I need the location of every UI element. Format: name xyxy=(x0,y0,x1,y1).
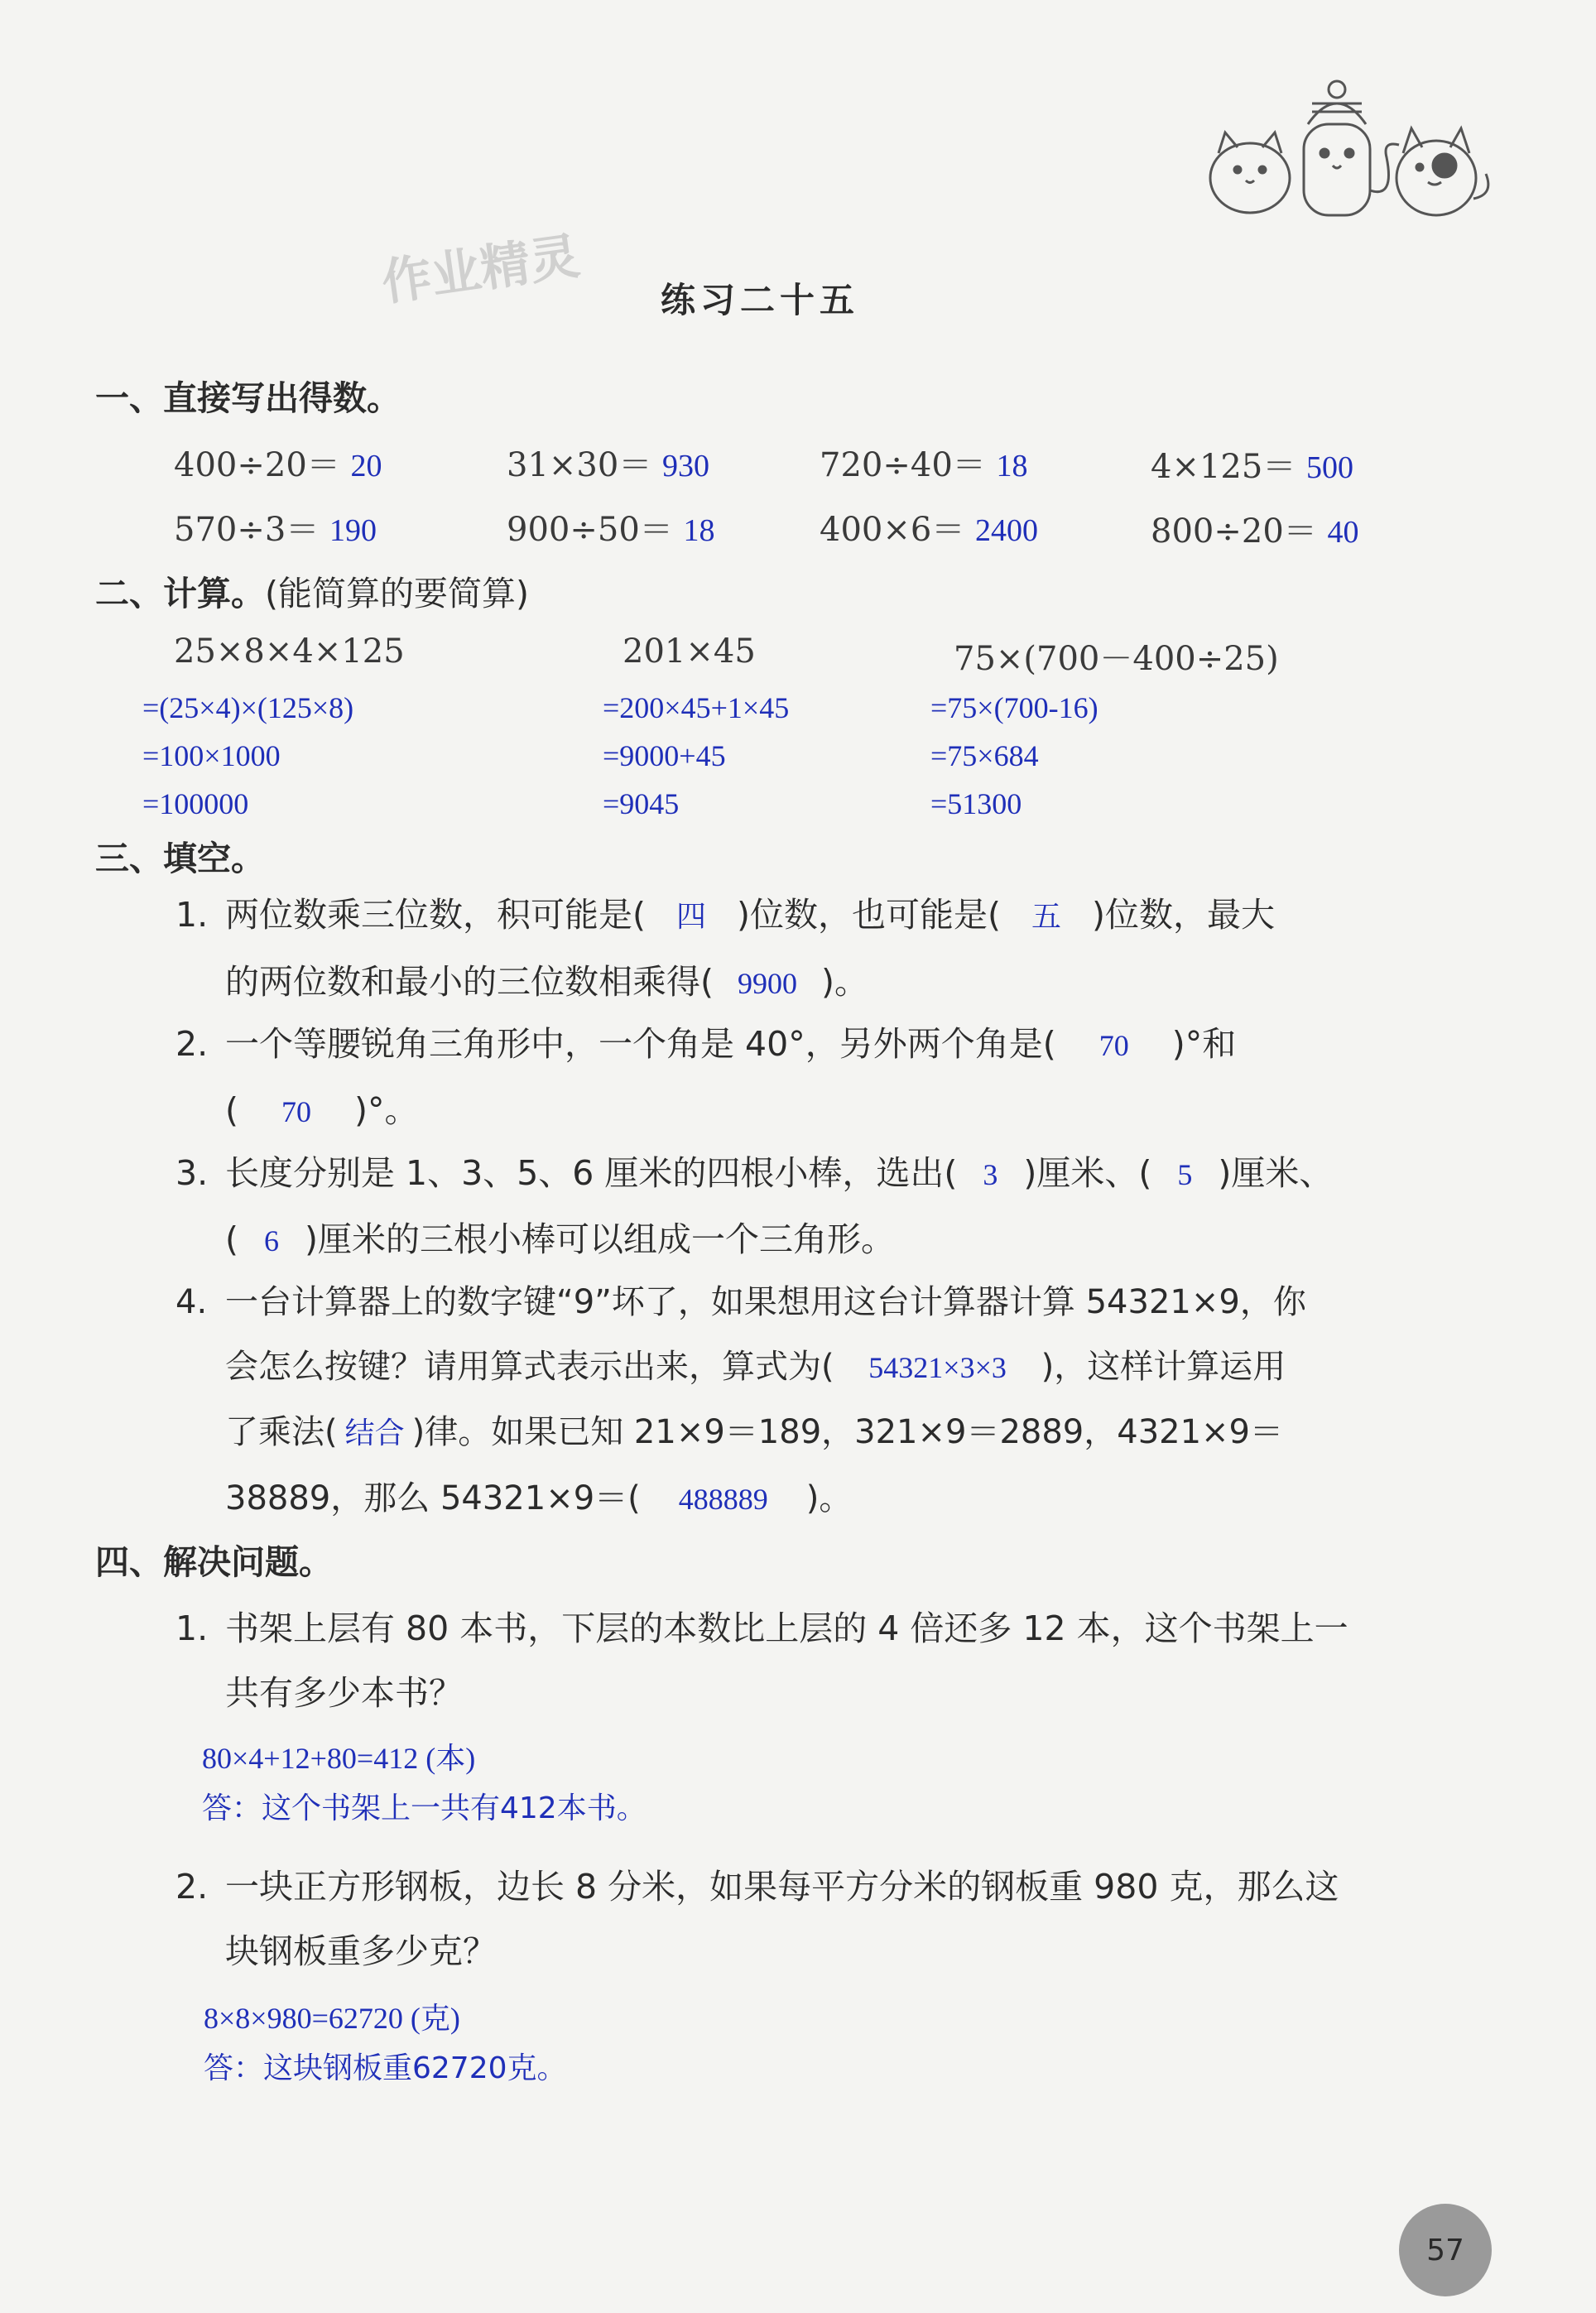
calc-2-step-1: =200×45+1×45 xyxy=(603,691,790,724)
item-number: 3. xyxy=(175,1153,209,1193)
oral-q2: 31×30＝ 930 xyxy=(507,446,710,484)
item-number: 2. xyxy=(175,1024,209,1064)
fill-answer: 6 xyxy=(264,1224,279,1257)
item-number: 4. xyxy=(175,1283,208,1321)
calc-1-step-2: =100×1000 xyxy=(142,739,281,772)
oral-q6: 900÷50＝ 18 xyxy=(507,511,715,549)
calc-3-step-3: =51300 xyxy=(930,787,1022,820)
calc-problem-1: 25×8×4×125 xyxy=(174,632,405,671)
oral-q5: 570÷3＝ 190 xyxy=(174,511,377,549)
fill-item-4: 4. 一台计算器上的数字键“9”坏了，如果想用这台计算器计算 54321×9，你 会怎么按键？请用算式表示出来，算式为( 54321×3×3 )，这样计算运用 了乘法( 结合 )律。如果已知 21×9＝189，321×9＝2889，4321×9＝ 38889，那么 54321×9＝( 488889 )。 xyxy=(225,1270,1574,1532)
fill-answer: 70 xyxy=(1098,1029,1129,1062)
fill-item-1: 1. 两位数乘三位数，积可能是( 四 )位数，也可能是( 五 )位数，最大 的两位数和最小的三位数相乘得( 9900 )。 xyxy=(225,882,1574,1016)
calc-1-step-1: =(25×4)×(125×8) xyxy=(142,691,354,724)
page-title: 练习二十五 xyxy=(661,280,860,320)
page-number: 57 xyxy=(1399,2204,1492,2296)
oral-a8: 40 xyxy=(1327,515,1359,550)
watermark: 作业精灵 xyxy=(377,227,584,313)
section-1-heading: 一、直接写出得数。 xyxy=(95,378,401,418)
item-number: 2. xyxy=(175,1867,209,1907)
fill-answer: 结合 xyxy=(344,1416,405,1450)
fill-answer: 5 xyxy=(1177,1158,1193,1191)
oral-q7: 400×6＝ 2400 xyxy=(820,511,1039,549)
calc-problem-3: 75×(700－400÷25) xyxy=(954,640,1279,678)
oral-q4: 4×125＝ 500 xyxy=(1151,448,1354,486)
problem-1-calc: 80×4+12+80=412 (本) xyxy=(202,1742,476,1775)
section-4-heading: 四、解决问题。 xyxy=(95,1542,333,1582)
fill-item-2: 2. 一个等腰锐角三角形中，一个角是 40°，另外两个角是( 70 )°和 ( 70 )°。 xyxy=(225,1012,1574,1144)
calc-3-step-1: =75×(700-16) xyxy=(930,691,1098,724)
word-problem-1: 1. 书架上层有 80 本书，下层的本数比上层的 4 倍还多 12 本，这个书架上一 共有多少本书？ xyxy=(225,1596,1574,1725)
item-number: 1. xyxy=(175,1609,209,1648)
problem-2-answer: 答：这块钢板重62720克。 xyxy=(204,2051,567,2085)
oral-a1: 20 xyxy=(350,449,382,483)
oral-q3: 720÷40＝ 18 xyxy=(820,446,1028,484)
oral-a2: 930 xyxy=(662,449,710,483)
fill-answer: 3 xyxy=(983,1158,998,1191)
item-number: 1. xyxy=(175,895,209,935)
word-problem-2: 2. 一块正方形钢板，边长 8 分米，如果每平方分米的钢板重 980 克，那么这 块钢板重多少克？ xyxy=(225,1854,1574,1984)
problem-2-calc: 8×8×980=62720 (克) xyxy=(204,2002,460,2035)
oral-a4: 500 xyxy=(1306,450,1354,485)
section-2-note: (能简算的要简算) xyxy=(265,574,529,613)
cats-illustration xyxy=(1200,75,1498,224)
fill-answer: 9900 xyxy=(738,967,797,1000)
section-2-heading: 二、计算。(能简算的要简算) xyxy=(95,574,529,613)
fill-answer: 54321×3×3 xyxy=(868,1351,1007,1384)
oral-a5: 190 xyxy=(329,513,377,548)
fill-answer: 70 xyxy=(281,1095,311,1128)
calc-3-step-2: =75×684 xyxy=(930,739,1039,772)
calc-problem-2: 201×45 xyxy=(623,632,756,671)
oral-a3: 18 xyxy=(996,449,1028,483)
oral-a6: 18 xyxy=(683,513,715,548)
oral-q8: 800÷20＝ 40 xyxy=(1151,512,1359,551)
fill-answer: 四 xyxy=(675,900,706,934)
oral-a7: 2400 xyxy=(975,513,1039,548)
calc-2-step-2: =9000+45 xyxy=(603,739,726,772)
problem-1-answer: 答：这个书架上一共有412本书。 xyxy=(202,1791,647,1825)
oral-q1: 400÷20＝ 20 xyxy=(174,446,382,484)
calc-2-step-3: =9045 xyxy=(603,787,680,820)
fill-item-3: 3. 长度分别是 1、3、5、6 厘米的四根小棒，选出( 3 )厘米、( 5 )厘米、 ( 6 )厘米的三根小棒可以组成一个三角形。 xyxy=(225,1141,1574,1273)
fill-answer: 488889 xyxy=(678,1483,768,1516)
fill-answer: 五 xyxy=(1031,900,1061,934)
calc-1-step-3: =100000 xyxy=(142,787,249,820)
section-3-heading: 三、填空。 xyxy=(95,839,265,878)
